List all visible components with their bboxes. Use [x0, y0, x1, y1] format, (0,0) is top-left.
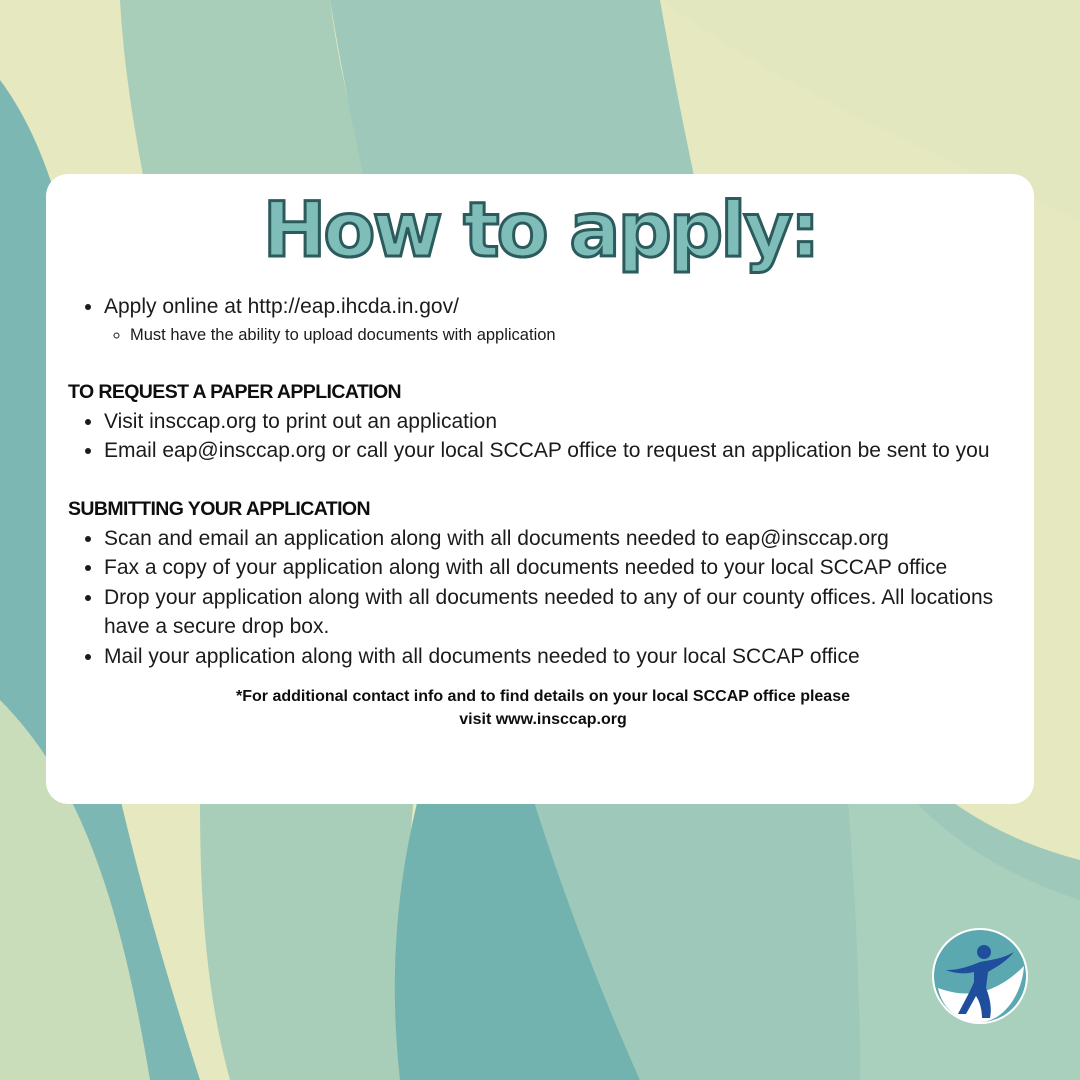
list-item: ◦ Must have the ability to upload documents with application — [130, 322, 1018, 348]
online-list — [68, 292, 1018, 348]
list-item: • Visit insccap.org to print out an application — [104, 407, 1018, 437]
submitting-list — [68, 524, 1018, 672]
organization-logo — [930, 926, 1030, 1026]
list-item: • Mail your application along with all documents needed to your local SCCAP office — [104, 642, 1018, 672]
paper-list — [68, 407, 1018, 466]
info-card — [46, 174, 1034, 804]
list-item: • Email eap@insccap.org or call your local SCCAP office to request an application be sent to you — [104, 436, 1018, 466]
card-content — [68, 292, 1018, 731]
online-sub-list — [104, 322, 1018, 348]
apply-online-text: Apply online at http://eap.ihcda.in.gov/ — [104, 295, 459, 318]
list-item: • Fax a copy of your application along with all documents needed to your local SCCAP office — [104, 553, 1018, 583]
page-title: How to apply: — [262, 185, 818, 274]
paper-application-heading: TO REQUEST A PAPER APPLICATION — [68, 380, 402, 403]
list-item: • Scan and email an application along with all documents needed to eap@insccap.org — [104, 524, 1018, 554]
footnote: *For additional contact info and to find details on your local SCCAP office please visit www.insccap.org — [236, 688, 850, 728]
list-item — [104, 292, 1018, 348]
list-item: • Drop your application along with all documents needed to any of our county offices. All locations have a secure drop box. — [104, 583, 1018, 642]
submitting-heading: SUBMITTING YOUR APPLICATION — [68, 497, 370, 520]
